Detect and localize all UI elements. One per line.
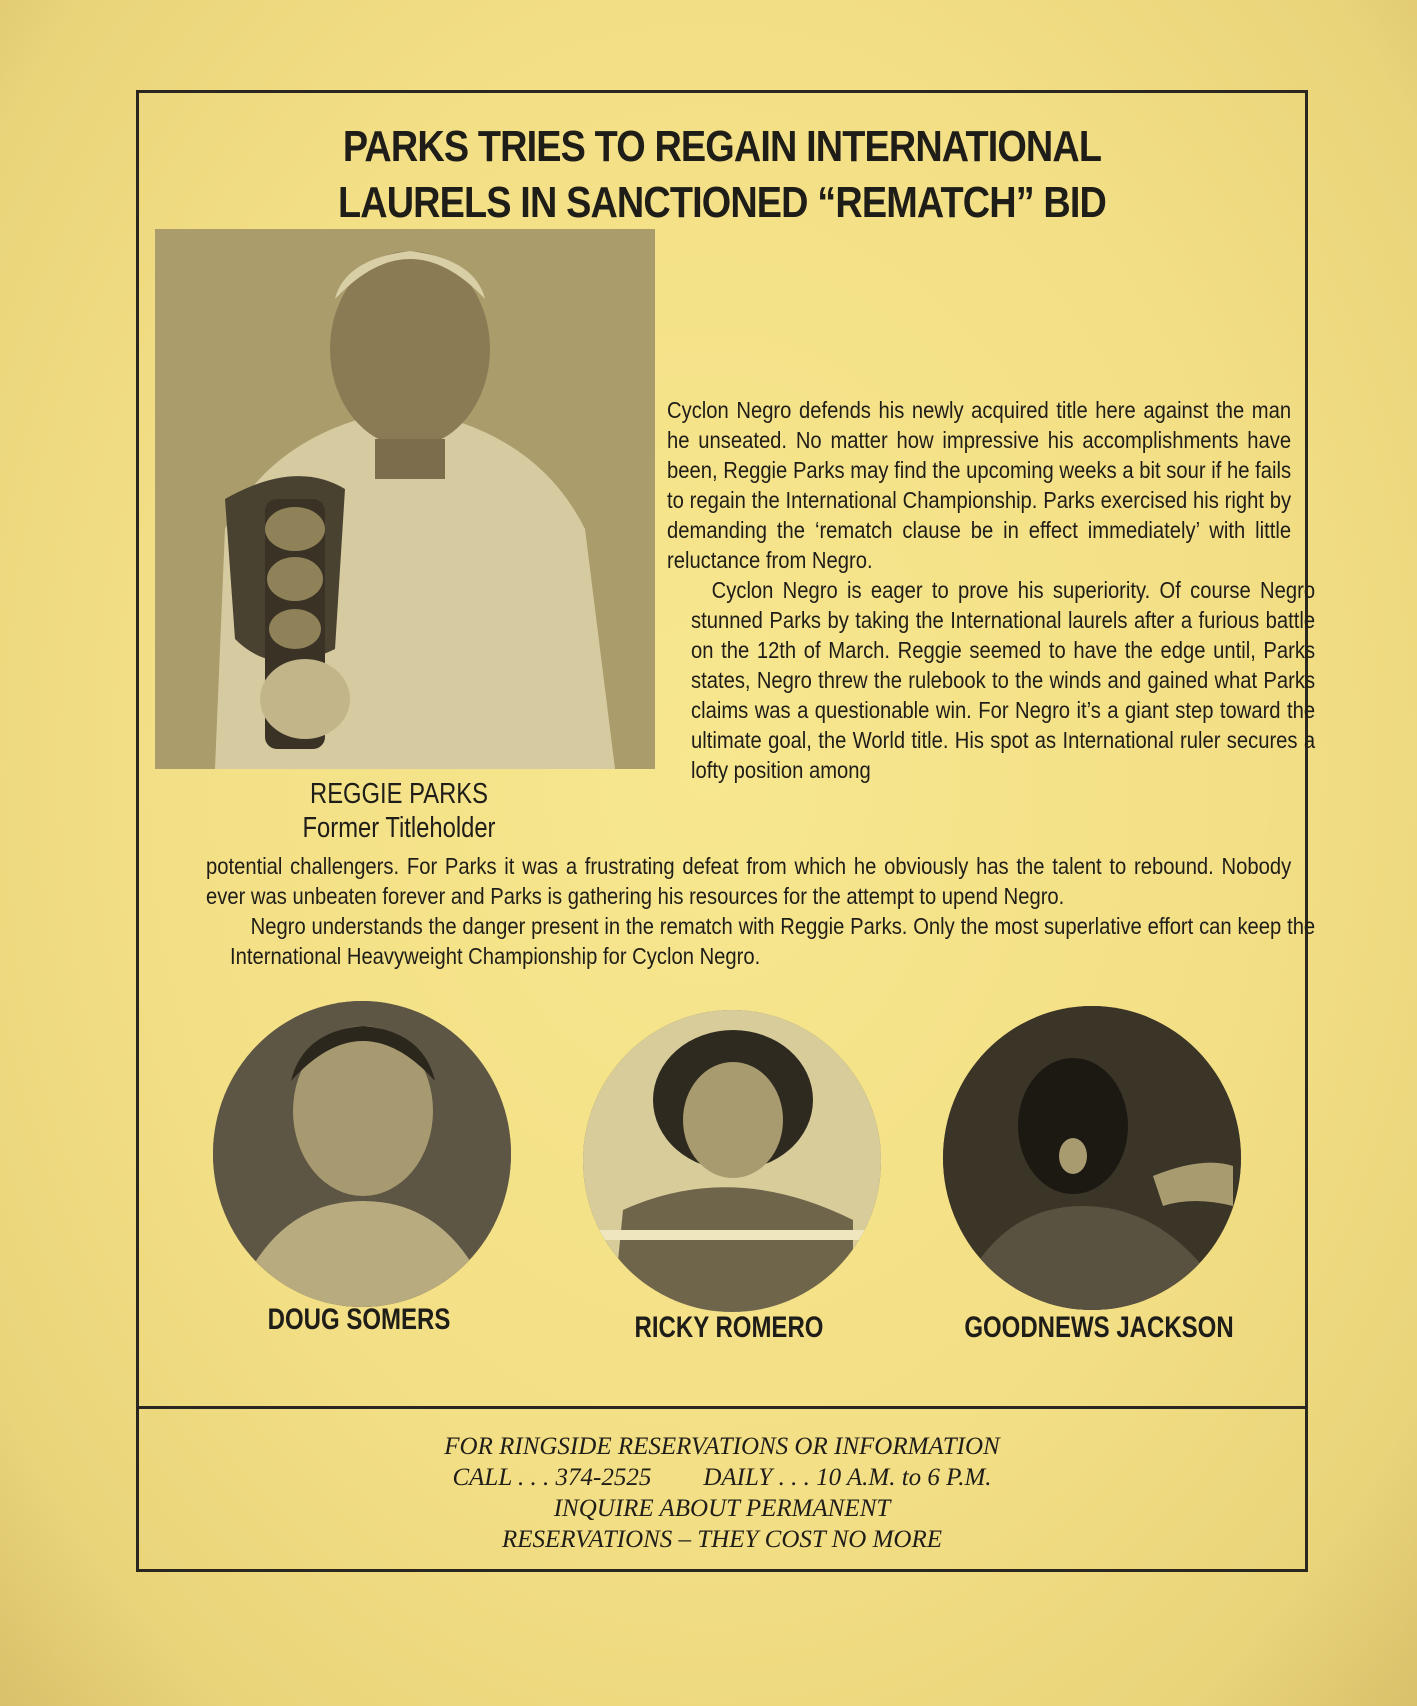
headline-line-2: LAURELS IN SANCTIONED “REMATCH” BID [337, 178, 1107, 227]
article-paragraph-2b [206, 851, 1291, 911]
caption-name: REGGIE PARKS [310, 778, 488, 810]
goodnews-jackson-caption: GOODNEWS JACKSON [964, 1311, 1234, 1344]
goodnews-jackson-photo-illustration [943, 1006, 1241, 1310]
ricky-romero-portrait [583, 1010, 881, 1312]
article-full-width [206, 851, 1316, 971]
ricky-romero-caption: RICKY ROMERO [634, 1311, 824, 1344]
reggie-parks-photo [155, 229, 655, 769]
article-paragraph-3 [206, 911, 1316, 971]
goodnews-jackson-portrait [943, 1006, 1241, 1310]
article-column [667, 395, 1316, 785]
doug-somers-photo-illustration [213, 1001, 511, 1307]
footer-phone: CALL . . . 374-2525 [452, 1464, 652, 1491]
footer-line-1: FOR RINGSIDE RESERVATIONS OR INFORMATION [444, 1433, 1000, 1460]
caption-title: Former Titleholder [302, 812, 496, 844]
reggie-parks-photo-illustration [155, 229, 655, 769]
headline-line-1: PARKS TRIES TO REGAIN INTERNATIONAL [342, 122, 1102, 171]
footer-call-line [139, 1462, 1305, 1493]
article-paragraph-2a [667, 575, 1316, 785]
footer-line-4: RESERVATIONS – THEY COST NO MORE [501, 1526, 943, 1553]
doug-somers-portrait [213, 1001, 511, 1307]
footer-line-3: INQUIRE ABOUT PERMANENT [553, 1495, 891, 1522]
footer-hours: DAILY . . . 10 A.M. to 6 P.M. [703, 1464, 992, 1491]
reservations-footer [139, 1431, 1305, 1555]
article-paragraph-2a-text: Cyclon Negro is eager to prove his superiority. Of course Negro stunned Parks by taking the International laurels after a furious battle on the 12th of March. Reggie seemed to have the edge until, Parks states, Negro threw the rulebook to the winds and gained what Parks claims was a questionable win. For Negro it’s a giant step toward the ultimate goal, the World title. His spot as International ruler secures a lofty position among [691, 577, 1316, 783]
article-paragraph-3-text: Negro understands the danger present in the rematch with Reggie Parks. Only the most superlative effort can keep the International Heavyweight Championship for Cyclon Negro. [230, 913, 1316, 969]
doug-somers-caption: DOUG SOMERS [267, 1303, 451, 1336]
headline [221, 119, 1224, 231]
article-paragraph-2b-text: potential challengers. For Parks it was a frustrating defeat from which he obviously has the talent to rebound. Nobody ever was unbeaten forever and Parks is gathering his resources for the attempt to upend Negro. [206, 853, 1292, 909]
ricky-romero-photo-illustration [583, 1010, 881, 1312]
article-frame [136, 90, 1316, 1572]
reggie-parks-caption [219, 777, 580, 845]
article-paragraph-1 [667, 395, 1291, 575]
article-paragraph-1-text: Cyclon Negro defends his newly acquired title here against the man he unseated. No matter how impressive his accomplishments have been, Reggie Parks may find the upcoming weeks a bit sour if he fails to regain the International Championship. Parks exercised his right by demanding the ‘rematch clause be in effect immediately’ with little reluctance from Negro. [667, 397, 1292, 573]
footer-divider [139, 1406, 1305, 1409]
